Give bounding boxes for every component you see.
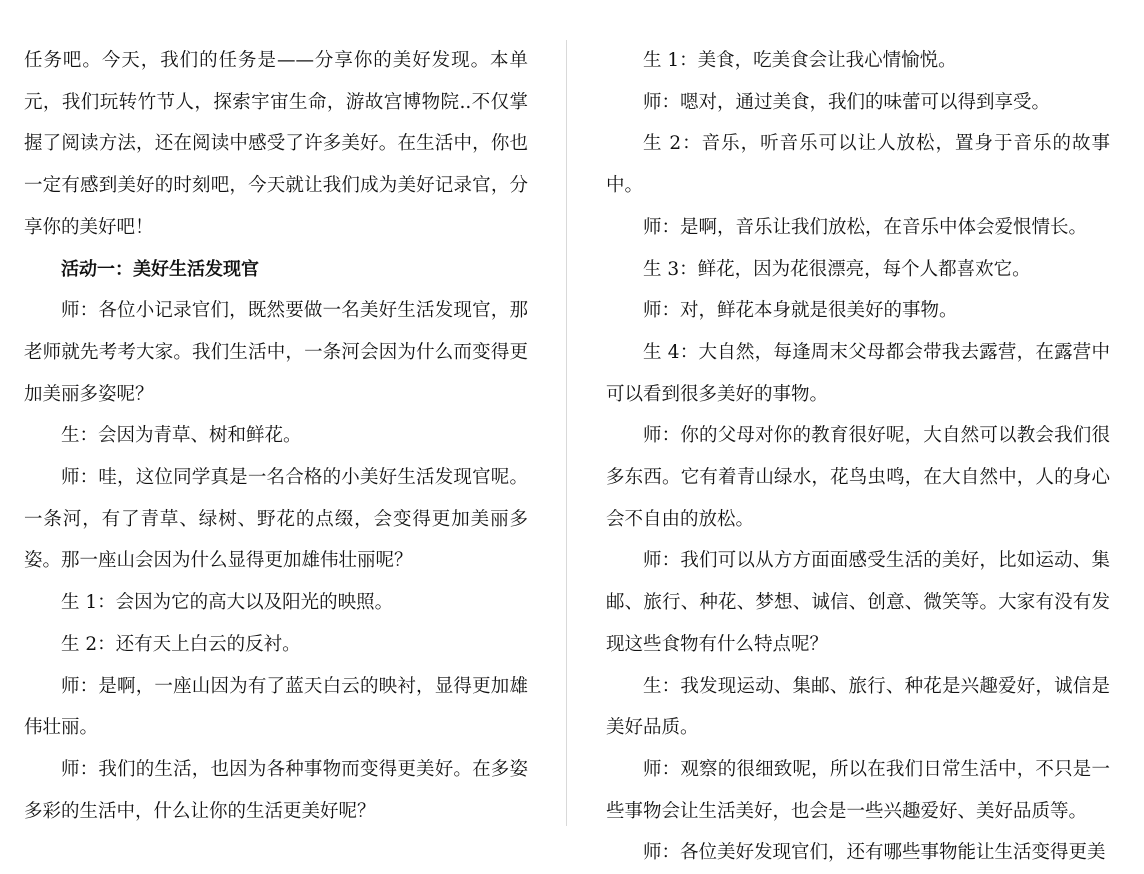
paragraph: 生 4：大自然，每逢周末父母都会带我去露营，在露营中可以看到很多美好的事物。	[606, 341, 1110, 405]
paragraph: 师：各位小记录官们，既然要做一名美好生活发现官，那老师就先考考大家。我们生活中，一条河会因为什么而变得更加美丽多姿呢？	[24, 300, 528, 405]
paragraph: 生 3：鲜花，因为花很漂亮，每个人都喜欢它。	[643, 258, 1031, 280]
column-divider	[566, 40, 567, 826]
paragraph: 师：是啊，一座山因为有了蓝天白云的映衬，显得更加雄伟壮丽。	[24, 675, 528, 739]
paragraph-intro: 任务吧。今天，我们的任务是——分享你的美好发现。本单元，我们玩转竹节人，探索宇宙生命，游故宫博物院..不仅掌握了阅读方法，还在阅读中感受了许多美好。在生活中，你也一定有感到美好的时刻吧，今天就让我们成为美好记录官，分享你的美好吧！	[24, 50, 528, 238]
paragraph: 师：是啊，音乐让我们放松，在音乐中体会爱恨情长。	[643, 216, 1088, 238]
paragraph: 师：我们的生活，也因为各种事物而变得更美好。在多姿多彩的生活中，什么让你的生活更美好呢？	[24, 758, 528, 822]
paragraph: 生：我发现运动、集邮、旅行、种花是兴趣爱好，诚信是美好品质。	[606, 675, 1110, 739]
paragraph: 师：我们可以从方方面面感受生活的美好，比如运动、集邮、旅行、种花、梦想、诚信、创意、微笑等。大家有没有发现这些食物有什么特点呢？	[606, 550, 1110, 655]
paragraph: 生：会因为青草、树和鲜花。	[61, 425, 302, 447]
paragraph: 生 1：会因为它的高大以及阳光的映照。	[61, 592, 394, 614]
paragraph: 生 1：美食，吃美食会让我心情愉悦。	[643, 50, 957, 71]
right-column	[606, 40, 1110, 874]
paragraph: 师：嗯对，通过美食，我们的味蕾可以得到享受。	[643, 91, 1051, 113]
paragraph: 师：观察的很细致呢，所以在我们日常生活中，不只是一些事物会让生活美好，也会是一些兴趣爱好、美好品质等。	[606, 758, 1110, 822]
left-column	[24, 40, 528, 832]
paragraph: 师：哇，这位同学真是一名合格的小美好生活发现官呢。一条河，有了青草、绿树、野花的点缀，会变得更加美丽多姿。那一座山会因为什么显得更加雄伟壮丽呢？	[24, 467, 528, 572]
paragraph: 师：各位美好发现官们，还有哪些事物能让生活变得更美	[643, 842, 1106, 864]
paragraph: 师：你的父母对你的教育很好呢，大自然可以教会我们很多东西。它有着青山绿水，花鸟虫鸣，在大自然中，人的身心会不自由的放松。	[606, 425, 1110, 530]
paragraph: 师：对，鲜花本身就是很美好的事物。	[643, 300, 958, 322]
paragraph: 生 2：还有天上白云的反衬。	[61, 633, 301, 655]
paragraph: 生 2：音乐，听音乐可以让人放松，置身于音乐的故事中。	[606, 133, 1110, 197]
section-heading: 活动一：美好生活发现官	[61, 258, 259, 280]
